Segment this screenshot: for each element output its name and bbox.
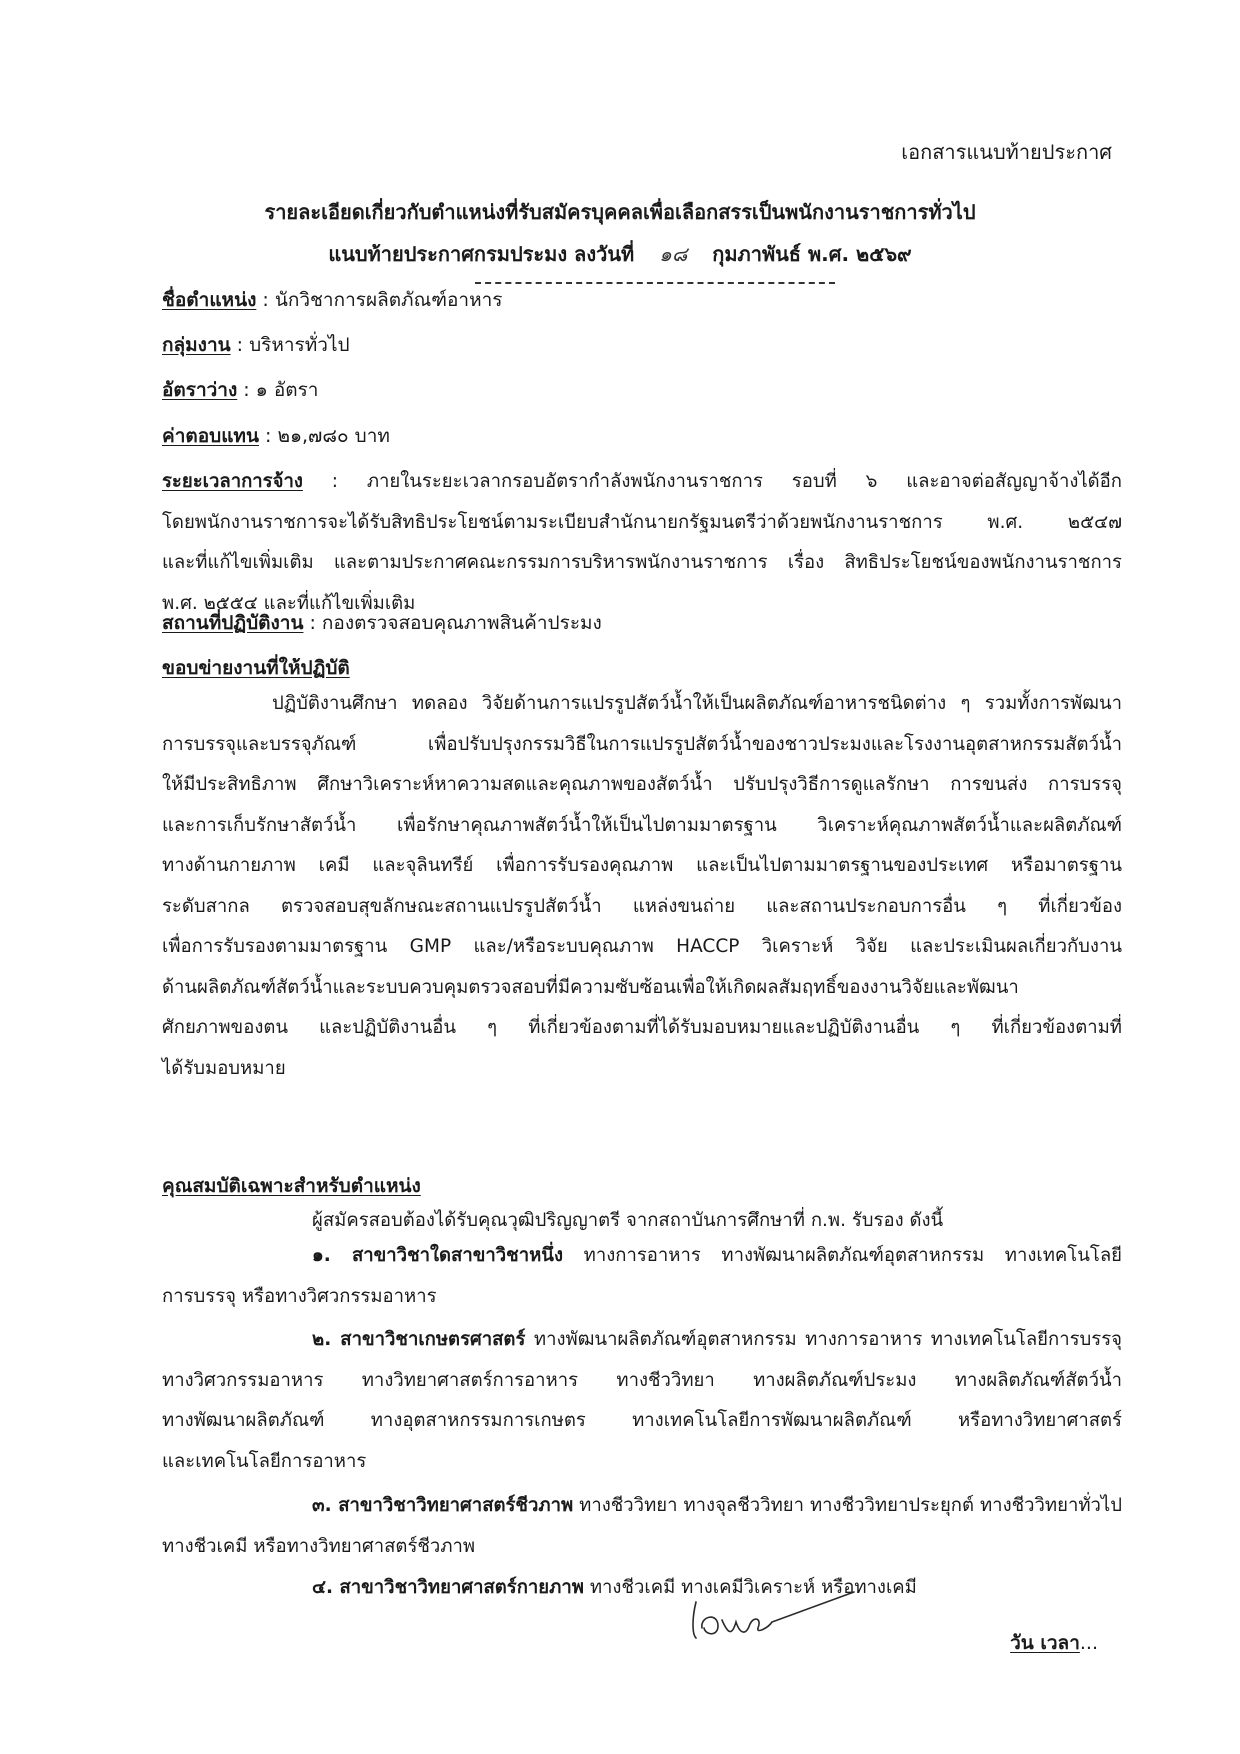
field-label: ระยะเวลาการจ้าง [162,471,303,492]
subtitle-suffix: กุมภาพันธ์ พ.ศ. ๒๕๖๙ [712,242,912,266]
field-employment-period: ระยะเวลาการจ้าง : ภายในระยะเวลากรอบอัตรากำลังพนักงานราชการ รอบที่ ๖ และอาจต่อสัญญาจ้างได้อีก โดยพนักงานราชการจะได้รับสิทธิประโยชน์ตามระเบียบสำนักนายกรัฐมนตรีว่าด้วยพนักงานราชการ พ.ศ. ๒๕๔๗ และที่แก้ไขเพิ่มเติม และตามประกาศคณะกรรมการบริหารพนักงานราชการ เรื่อง สิทธิประโยชน์ของพนักงานราชการ พ.ศ. ๒๕๕๔ และที่แก้ไขเพิ่มเติม [162,471,1122,614]
signature-initials [688,1588,858,1648]
field-value: บริหารทั่วไป [249,334,350,356]
attachment-label: เอกสารแนบท้ายประกาศ [901,140,1112,164]
document-subtitle [0,238,1240,270]
document-title: รายละเอียดเกี่ยวกับตำแหน่งที่รับสมัครบุคคลเพื่อเลือกสรรเป็นพนักงานราชการทั่วไป [264,200,976,224]
scope-paragraph: ปฏิบัติงานศึกษา ทดลอง วิจัยด้านการแปรรูปสัตว์น้ำให้เป็นผลิตภัณฑ์อาหารชนิดต่าง ๆ รวมทั้งการพัฒนา การบรรจุและบรรจุภัณฑ์ เพื่อปรับปรุงกรรมวิธีในการแปรรูปสัตว์น้ำของชาวประมงและโรงงานอุตสาหกรรมสัตว์น้ำ ให้มีประสิทธิภาพ ศึกษาวิเคราะห์หาความสดและคุณภาพของสัตว์น้ำ ปรับปรุงวิธีการดูแลรักษา การขนส่ง การบรรจุ และการเก็บรักษาสัตว์น้ำ เพื่อรักษาคุณภาพสัตว์น้ำให้เป็นไปตามมาตรฐาน วิเคราะห์คุณภาพสัตว์น้ำและผลิตภัณฑ์ ทางด้านกายภาพ เคมี และจุลินทรีย์ เพื่อการรับรองคุณภาพ และเป็นไปตามมาตรฐานของประเทศ หรือมาตรฐาน ระดับสากล ตรวจสอบสุขลักษณะสถานแปรรูปสัตว์น้ำ แหล่งขนถ่าย และสถานประกอบการอื่น ๆ ที่เกี่ยวข้อง เพื่อการรับรองตามมาตรฐาน GMP และ/หรือระบบคุณภาพ HACCP วิเคราะห์ วิจัย และประเมินผลเกี่ยวกับงาน ด้านผลิตภัณฑ์สัตว์น้ำและระบบควบคุมตรวจสอบที่มีความซับซ้อนเพื่อให้เกิดผลสัมฤทธิ์ของงานวิจัยและพัฒนา ศักยภาพของตน และปฏิบัติงานอื่น ๆ ที่เกี่ยวข้องตามที่ได้รับมอบหมายและปฏิบัติงานอื่น ๆ ที่เกี่ยวข้องตามที่ ได้รับมอบหมาย [162,693,1122,1079]
field-salary: ค่าตอบแทน : ๒๑,๗๘๐ บาท [162,425,390,447]
field-workplace: สถานที่ปฏิบัติงาน : กองตรวจสอบคุณภาพสินค้าประมง [162,612,602,634]
qualification-item-2: ๒. สาขาวิชาเกษตรศาสตร์ ทางพัฒนาผลิตภัณฑ์อุตสาหกรรม ทางการอาหาร ทางเทคโนโลยีการบรรจุ ทางวิศวกรรมอาหาร ทางวิทยาศาสตร์การอาหาร ทางชีววิทยา ทางผลิตภัณฑ์ประมง ทางผลิตภัณฑ์สัตว์น้ำ ทางพัฒนาผลิตภัณฑ์ ทางอุตสาหกรรมการเกษตร ทางเทคโนโลยีการพัฒนาผลิตภัณฑ์ หรือทางวิทยาศาสตร์ และเทคโนโลยีการอาหาร [162,1329,1122,1472]
field-label: อัตราว่าง [162,379,238,401]
field-label: สถานที่ปฏิบัติงาน [162,612,304,634]
field-vacancy: อัตราว่าง : ๑ อัตรา [162,379,319,401]
field-label: ชื่อตำแหน่ง [162,289,257,311]
field-value: นักวิชาการผลิตภัณฑ์อาหาร [274,289,503,311]
continued-marker: วัน เวลา... [1010,1632,1098,1654]
field-label: กลุ่มงาน [162,334,231,356]
qualification-item-4: ๔. สาขาวิชาวิทยาศาสตร์กายภาพ ทางชีวเคมี ทางเคมีวิเคราะห์ หรือทางเคมี [312,1577,917,1598]
separator-line [475,282,835,284]
qualification-item-3: ๓. สาขาวิชาวิทยาศาสตร์ชีวภาพ ทางชีววิทยา ทางจุลชีววิทยา ทางชีววิทยาประยุกต์ ทางชีววิทยาทั่วไป ทางชีวเคมี หรือทางวิทยาศาสตร์ชีวภาพ [162,1495,1122,1557]
qualification-item-1: ๑. สาขาวิชาใดสาขาวิชาหนึ่ง ทางการอาหาร ทางพัฒนาผลิตภัณฑ์อุตสาหกรรม ทางเทคโนโลยี การบรรจุ หรือทางวิศวกรรมอาหาร [162,1245,1122,1307]
scope-heading: ขอบข่ายงานที่ให้ปฏิบัติ [162,657,350,679]
field-position: ชื่อตำแหน่ง : นักวิชาการผลิตภัณฑ์อาหาร [162,289,503,311]
qualifications-heading: คุณสมบัติเฉพาะสำหรับตำแหน่ง [162,1175,421,1197]
subtitle-prefix: แนบท้ายประกาศกรมประมง ลงวันที่ [328,242,635,266]
field-value: ๑ อัตรา [255,379,319,401]
handwritten-day: ๑๘ [659,242,688,266]
qualifications-intro: ผู้สมัครสอบต้องได้รับคุณวุฒิปริญญาตรี จากสถาบันการศึกษาที่ ก.พ. รับรอง ดังนี้ [312,1210,944,1231]
field-value: กองตรวจสอบคุณภาพสินค้าประมง [321,612,602,634]
field-label: ค่าตอบแทน [162,425,259,447]
field-group: กลุ่มงาน : บริหารทั่วไป [162,334,350,356]
field-value: ๒๑,๗๘๐ บาท [277,425,390,447]
signature-icon [688,1588,858,1648]
